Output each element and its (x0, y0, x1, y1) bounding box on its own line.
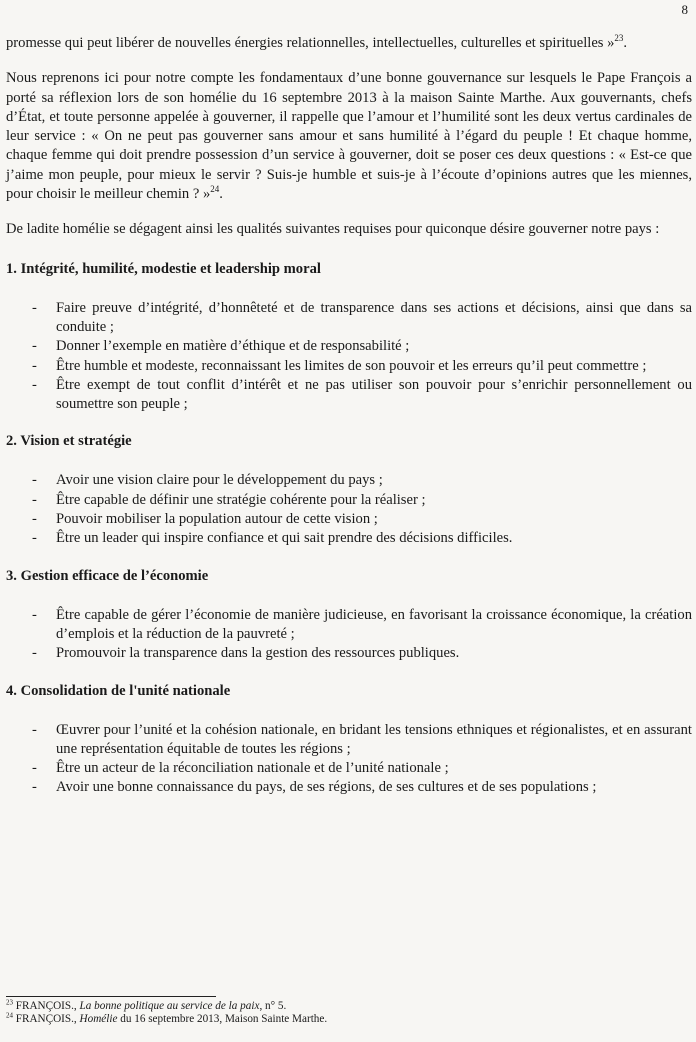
list-item: - Faire preuve d’intégrité, d’honnêteté et de transparence dans ses actions et décisions, ainsi que dans sa conduite ; (32, 299, 692, 335)
paragraph-qualities: De ladite homélie se dégagent ainsi les qualités suivantes requises pour quiconque désire gouverner notre pays : (6, 221, 660, 238)
list-item: - Donner l’exemple en matière d’éthique et de responsabilité ; (32, 338, 410, 355)
list-vision (6, 471, 692, 548)
section-heading-integrity: 1. Intégrité, humilité, modestie et leadership moral (6, 260, 321, 277)
list-unity (6, 721, 692, 798)
list-item: - Avoir une vision claire pour le développement du pays ; (32, 472, 383, 489)
footnote-ref-23: 23 (614, 33, 624, 44)
footnotes (6, 996, 692, 1026)
document-body (6, 34, 692, 816)
footnote-23: $^{23}$ FRANÇOIS., La bonne politique au service de la paix, n° 5. (6, 998, 287, 1012)
list-integrity (6, 299, 692, 415)
list-item: - Œuvrer pour l’unité et la cohésion nationale, en bridant les tensions ethniques et régionalistes, et en assurant une représentation équitable de toutes les régions ; (32, 721, 692, 757)
list-economy (6, 606, 692, 664)
list-item: - Promouvoir la transparence dans la gestion des ressources publiques. (32, 645, 460, 662)
section-heading-unity: 4. Consolidation de l'unité nationale (6, 682, 231, 699)
list-item: - Être exempt de tout conflit d’intérêt et ne pas utiliser son pouvoir pour s’enrichir personnellement ou soumettre son peuple ; (32, 376, 692, 413)
footnote-ref-24: 24 (210, 184, 220, 195)
list-item: - Être un acteur de la réconciliation nationale et de l’unité nationale ; (32, 760, 449, 777)
section-heading-economy: 3. Gestion efficace de l’économie (6, 567, 209, 584)
page-number: 8 (681, 2, 688, 17)
list-item: - Être un leader qui inspire confiance et qui sait prendre des décisions difficiles. (32, 530, 513, 547)
list-item: - Pouvoir mobiliser la population autour de cette vision ; (32, 511, 378, 528)
footnote-divider (6, 996, 216, 997)
paragraph-homily: Nous reprenons ici pour notre compte les fondamentaux d’une bonne gouvernance sur lesquels le Pape François a porté sa réflexion lors de son homélie du 16 septembre 2013 à la maison Sainte Marthe. Aux gouvernants, chefs d’État, et toute personne appelée à gouverner, il rappelle que l’amour et l’humilité sont les deux vertus cardinales de leur service : « On ne peut pas gouverner sans amour et sans humilité à l’égard du peuple ! Et chaque homme, chaque femme qui doit prendre possession d’un service à gouverner, doit se poser ces deux questions : « Est-ce que j’aime mon peuple, pour mieux le servir ? Suis-je humble et suis-je à l’écoute d’opinions autres que les miennes, pour choisir le meilleur chemin ? »$^{24}$. (6, 70, 692, 203)
paragraph-intro: promesse qui peut libérer de nouvelles énergies relationnelles, intellectuelles, culturelles et spirituelles »$^{23}$. (6, 33, 628, 51)
list-item: - Être capable de gérer l’économie de manière judicieuse, en favorisant la croissance économique, la création d’emplois et la réduction de la pauvreté ; (32, 606, 692, 642)
section-heading-vision: 2. Vision et stratégie (6, 433, 132, 450)
list-item: - Avoir une bonne connaissance du pays, de ses régions, de ses cultures et de ses populations ; (32, 779, 597, 796)
footnote-24: $^{24}$ FRANÇOIS., Homélie du 16 septembre 2013, Maison Sainte Marthe. (6, 1011, 328, 1025)
list-item: - Être capable de définir une stratégie cohérente pour la réaliser ; (32, 491, 426, 508)
list-item: - Être humble et modeste, reconnaissant les limites de son pouvoir et les erreurs qu’il peut commettre ; (32, 357, 647, 374)
